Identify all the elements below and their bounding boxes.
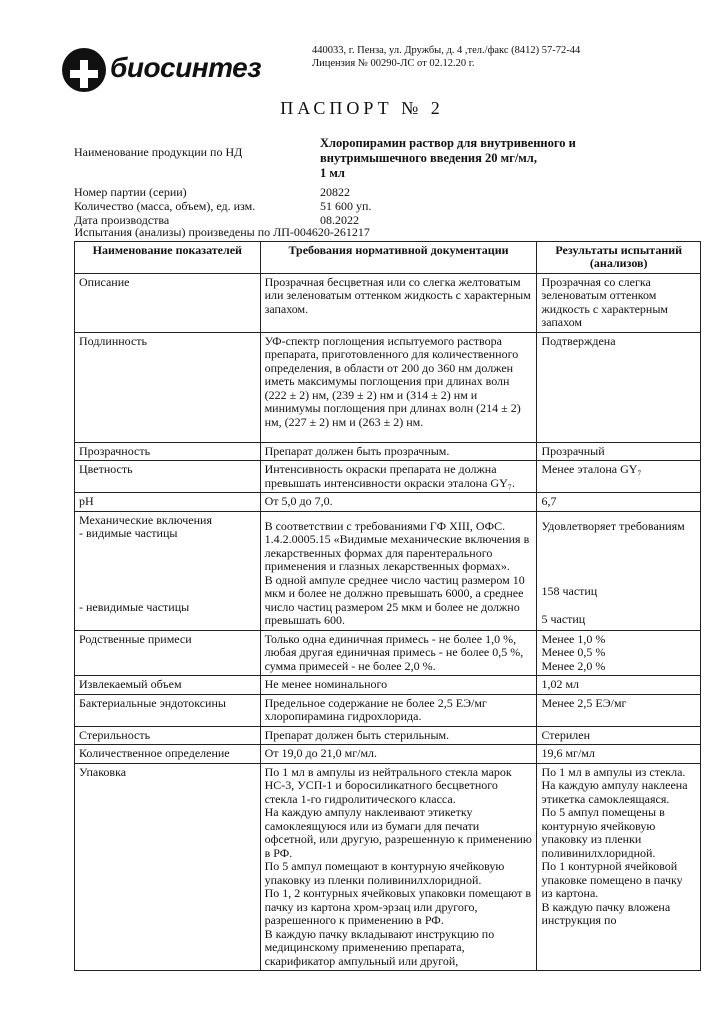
- row-name: Стерильность: [75, 726, 261, 745]
- result-paragraph: На каждую ампулу наклеена этикетка самоклеящаяся.: [541, 778, 688, 806]
- table-row: [75, 676, 701, 695]
- row-requirement: От 19,0 до 21,0 мг/мл.: [260, 745, 537, 764]
- requirement-paragraph: По 1, 2 контурных ячейковых упаковки помещают в пачку из картона хром-эрзац или другого, разрешенного к применению в РФ.: [264, 886, 531, 927]
- row-name: Описание: [75, 273, 261, 332]
- table-header-row: [75, 226, 701, 241]
- requirement-paragraph: В каждую пачку вкладывают инструкцию по медицинскому применению препарата, скарификатор ампульный или другой,: [264, 926, 495, 968]
- logo-text: биосинтез: [110, 52, 262, 83]
- result-paragraph: 158 частиц: [541, 584, 598, 598]
- row-result: [537, 511, 701, 630]
- row-name: pH: [75, 493, 261, 512]
- result-paragraph: Менее 2,0 %: [541, 658, 606, 673]
- row-name: Бактериальные эндотоксины: [75, 694, 261, 726]
- address-line: 440033, г. Пенза, ул. Дружбы, д. 4 ,тел./факс (8412) 57-72-44: [312, 45, 581, 56]
- result-paragraph: По 5 ампул помещены в контурную ячейковую упаковку из пленки поливинилхлоридной.: [541, 805, 665, 860]
- row-name: [75, 511, 261, 630]
- row-result: Прозрачная со слегка зеленоватым оттенком жидкость с характерным запахом: [537, 273, 701, 332]
- row-requirement: Предельное содержание не более 2,5 ЕЭ/мг хлоропирамина гидрохлорида.: [260, 694, 537, 726]
- row-name-text: Механические включения: [79, 512, 212, 527]
- table-row: [75, 273, 701, 332]
- row-requirement: Препарат должен быть стерильным.: [260, 726, 537, 745]
- table-row: [75, 511, 701, 630]
- row-result: 6,7: [537, 493, 701, 512]
- row-subname: - видимые частицы: [79, 526, 178, 540]
- table-row: [75, 630, 701, 676]
- row-requirement: Не менее номинального: [260, 676, 537, 695]
- table-row: [75, 763, 701, 971]
- row-requirement: [260, 763, 537, 971]
- row-name: Извлекаемый объем: [75, 676, 261, 695]
- row-result: Прозрачный: [537, 442, 701, 461]
- row-name: Родственные примеси: [75, 630, 261, 676]
- product-name-label: Наименование продукции по НД: [74, 145, 243, 159]
- production-date-value: 08.2022: [320, 213, 359, 227]
- column-header: Требования нормативной документации: [260, 241, 537, 273]
- company-logo: [62, 44, 262, 98]
- row-requirement: Препарат должен быть прозрачным.: [260, 442, 537, 461]
- table-row: [75, 493, 701, 512]
- row-name: Упаковка: [75, 763, 261, 971]
- row-name: Цветность: [75, 461, 261, 493]
- requirement-paragraph: На каждую ампулу наклеивают этикетку самоклеящуюся или из бумаги для печати офсетной, или другую, разрешенную к применению в РФ.: [264, 805, 532, 860]
- row-result: Стерилен: [537, 726, 701, 745]
- license-line: Лицензия № 00290-ЛС от 02.12.20 г.: [312, 58, 475, 69]
- row-name: Подлинность: [75, 332, 261, 442]
- result-paragraph: Менее 1,0 %: [541, 631, 606, 646]
- table-header-row: [75, 241, 701, 273]
- product-name-line: внутримышечного введения 20 мг/мл,: [320, 151, 537, 165]
- row-requirement: Прозрачная бесцветная или со слегка желтоватым или зеленоватым оттенком жидкость с характерным запахом.: [260, 273, 537, 332]
- row-requirement: [260, 511, 537, 630]
- row-result: 19,6 мг/мл: [537, 745, 701, 764]
- row-name: Прозрачность: [75, 442, 261, 461]
- row-result: 1,02 мл: [537, 676, 701, 695]
- row-requirement: УФ-спектр поглощения испытуемого раствора препарата, приготовленного для количественного определения, в области от 200 до 360 нм должен иметь максимумы поглощения при длинах волн (222 ± 2) нм, (239 ± 2) нм и (314 ± 2) нм и минимумы поглощения при длинах волн (214 ± 2) нм, (227 ± 2) нм и (263 ± 2) нм.: [260, 332, 537, 442]
- row-requirement: Только одна единичная примесь - не более 1,0 %, любая другая единичная примесь - не более 0,5 %, сумма примесей - не более 2,0 %.: [260, 630, 537, 676]
- requirement-paragraph: По 5 ампул помещают в контурную ячейковую упаковку из пленки поливинилхлоридной.: [264, 859, 505, 887]
- batch-label: Номер партии (серии): [74, 185, 187, 199]
- requirement-paragraph: В соответствии с требованиями ГФ XIII, ОФС. 1.4.2.0005.15 «Видимые механические включения в лекарственных формах для парентерального применения и глазных лекарственных формах».: [264, 518, 530, 573]
- tests-table: [74, 226, 701, 971]
- table-row: [75, 745, 701, 764]
- company-address: [312, 44, 580, 70]
- product-name-value: [320, 136, 576, 181]
- quantity-label: Количество (масса, объем), ед. изм.: [74, 199, 256, 213]
- tests-reference: Испытания (анализы) произведены по ЛП-004620-261217: [74, 225, 370, 239]
- document-title: ПАСПОРТ № 2: [280, 98, 444, 118]
- result-paragraph: По 1 мл в ампулы из стекла.: [541, 764, 686, 779]
- row-result: Подтверждена: [537, 332, 701, 442]
- row-result: Менее эталона GY₇: [537, 461, 701, 493]
- result-paragraph: Удовлетворяет требованиям: [541, 518, 685, 533]
- table-row: [75, 461, 701, 493]
- row-name: Количественное определение: [75, 745, 261, 764]
- requirement-paragraph: По 1 мл в ампулы из нейтрального стекла марок НС-3, УСП-1 и боросиликатного бесцветного стекла 1-го гидролитического класса.: [264, 764, 512, 806]
- row-requirement: Интенсивность окраски препарата не должна превышать интенсивности окраски эталона GY₇.: [260, 461, 537, 493]
- quantity-value: 51 600 уп.: [320, 199, 372, 213]
- product-name-line: 1 мл: [320, 166, 345, 180]
- row-result: [537, 630, 701, 676]
- column-header: Наименование показателей: [75, 241, 261, 273]
- result-paragraph: В каждую пачку вложена инструкция по: [541, 899, 671, 927]
- batch-value: 20822: [320, 185, 350, 199]
- table-row: [75, 332, 701, 442]
- table-row: [75, 694, 701, 726]
- row-result: [537, 763, 701, 971]
- requirement-paragraph: В одной ампуле среднее число частиц размером 10 мкм и более не должно превышать 6000, а среднее число частиц размером 25 мкм и более не должно превышать 600.: [264, 572, 525, 627]
- result-paragraph: Менее 0,5 %: [541, 645, 606, 659]
- table-row: [75, 442, 701, 461]
- row-subname: - невидимые частицы: [79, 599, 190, 614]
- table-row: [75, 726, 701, 745]
- row-requirement: От 5,0 до 7,0.: [260, 493, 537, 512]
- production-date-label: Дата производства: [74, 213, 170, 227]
- product-name-line: Хлоропирамин раствор для внутривенного и: [320, 136, 576, 150]
- result-paragraph: По 1 контурной ячейковой упаковке помещено в пачку из картона.: [541, 859, 683, 900]
- result-paragraph: 5 частиц: [541, 611, 586, 626]
- column-header: Результаты испытаний (анализов): [537, 241, 701, 273]
- cross-icon: [62, 48, 106, 92]
- row-result: Менее 2,5 ЕЭ/мг: [537, 694, 701, 726]
